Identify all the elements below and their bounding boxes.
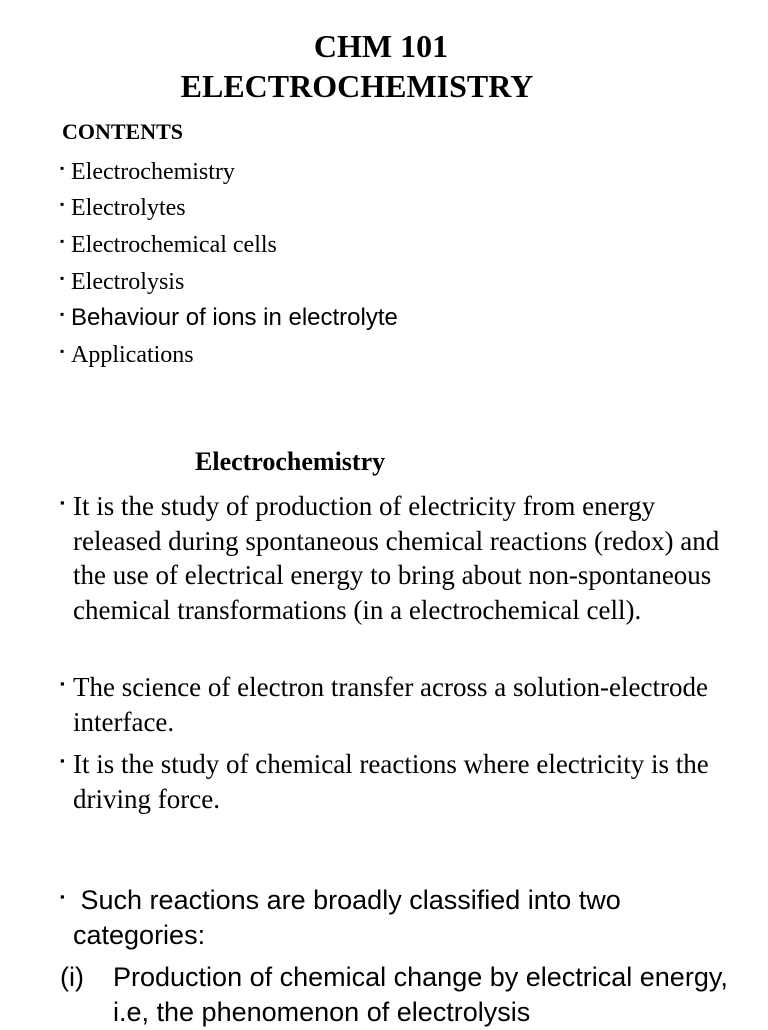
bullet-icon: ▪ bbox=[60, 495, 65, 510]
bullet-icon: ▪ bbox=[60, 753, 65, 768]
paragraph-text: It is the study of production of electricity from energy released during spontaneous chemical reactions (redox) and the use of electrical energy to bring about non-spontaneous chemical transformations (in a electrochemical cell). bbox=[73, 491, 720, 625]
contents-item-label: Electrolysis bbox=[71, 269, 185, 295]
contents-item-label: Electrochemistry bbox=[71, 159, 235, 185]
contents-item bbox=[60, 336, 194, 370]
contents-item-label: Electrochemical cells bbox=[71, 232, 277, 258]
paragraph-text: Such reactions are broadly classified into two categories: bbox=[73, 885, 629, 950]
contents-item-label: Applications bbox=[71, 342, 194, 368]
contents-item bbox=[60, 226, 277, 260]
contents-item bbox=[60, 153, 235, 187]
course-code: CHM 101 bbox=[313, 28, 449, 64]
paragraph bbox=[60, 489, 720, 627]
category-item bbox=[60, 960, 760, 1030]
section-heading: Electrochemistry bbox=[195, 447, 386, 476]
paragraph bbox=[60, 670, 720, 739]
classification-paragraph bbox=[60, 883, 740, 953]
bullet-icon: ▪ bbox=[60, 197, 65, 211]
paragraph-text: It is the study of chemical reactions where electricity is the driving force. bbox=[73, 749, 709, 814]
paragraph bbox=[60, 747, 720, 816]
paragraph-text: The science of electron transfer across a solution-electrode interface. bbox=[73, 672, 708, 737]
contents-item bbox=[60, 263, 184, 297]
bullet-icon: ▪ bbox=[60, 676, 65, 691]
category-text: Production of chemical change by electrical energy, i.e, the phenomenon of electrolysis bbox=[113, 962, 728, 1027]
bullet-icon: ▪ bbox=[60, 271, 65, 285]
bullet-icon: ▪ bbox=[60, 307, 65, 321]
bullet-icon: ▪ bbox=[60, 234, 65, 248]
list-marker: (i) bbox=[60, 962, 84, 992]
contents-item bbox=[60, 189, 186, 223]
contents-item bbox=[60, 299, 398, 333]
bullet-icon: ▪ bbox=[60, 161, 65, 175]
page-title: ELECTROCHEMISTRY bbox=[180, 68, 534, 104]
bullet-icon: ▪ bbox=[60, 889, 65, 904]
bullet-icon: ▪ bbox=[60, 344, 65, 358]
contents-heading: CONTENTS bbox=[62, 119, 184, 144]
contents-item-label: Behaviour of ions in electrolyte bbox=[71, 304, 398, 331]
contents-item-label: Electrolytes bbox=[71, 195, 186, 221]
